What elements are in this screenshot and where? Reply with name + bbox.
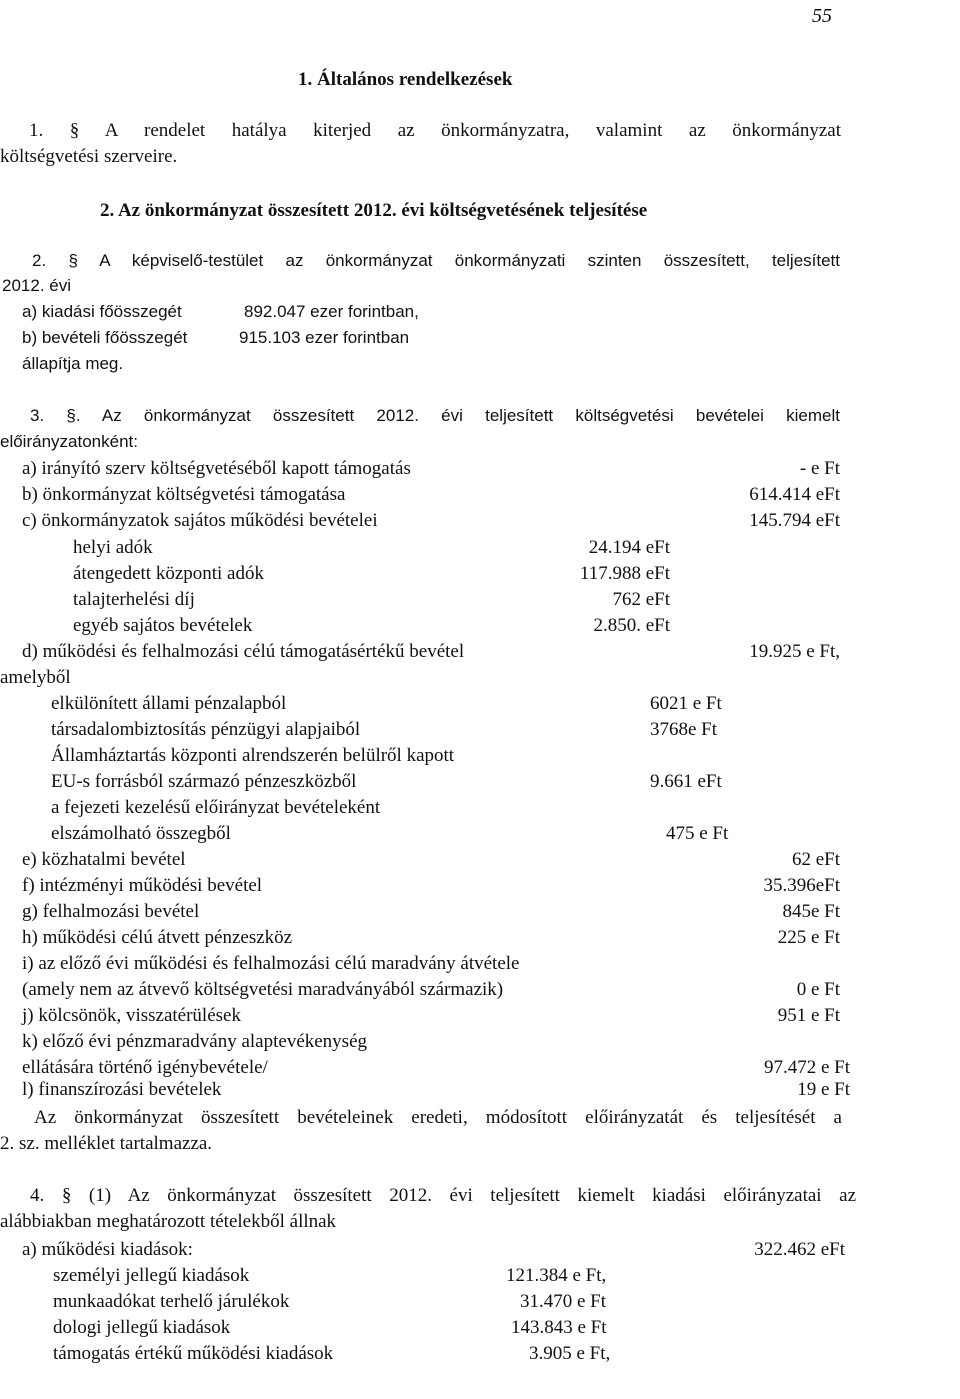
revenue-item-value: 62 eFt bbox=[791, 849, 840, 870]
revenue-item-label: e) közhatalmi bevétel bbox=[22, 849, 186, 870]
section-heading-budget: 2. Az önkormányzat összesített 2012. évi költségvetésének teljesítése bbox=[100, 200, 648, 221]
revenue-item-value: 19.925 e Ft, bbox=[749, 641, 840, 662]
paragraph-line: amelyből bbox=[0, 667, 71, 688]
revenue-item-label: h) működési célú átvett pénzeszköz bbox=[22, 927, 293, 948]
paragraph-line: költségvetési szerveire. bbox=[0, 146, 178, 167]
revenue-item-value: 19 e Ft bbox=[797, 1079, 850, 1100]
revenue-item-label: c) önkormányzatok sajátos működési bevételei bbox=[22, 510, 378, 531]
sub-item-label: EU-s forrásból származó pénzeszközből bbox=[51, 771, 357, 792]
section-heading-general: 1. Általános rendelkezések bbox=[298, 69, 513, 90]
paragraph-line: 4. § (1) Az önkormányzat összesített 2012. évi teljesített kiemelt kiadási előirányzatai az bbox=[30, 1185, 856, 1206]
paragraph-line: 1. § A rendelet hatálya kiterjed az önkormányzatra, valamint az önkormányzat bbox=[29, 120, 841, 141]
revenue-item-label: ellátására történő igénybevétele/ bbox=[22, 1057, 268, 1078]
sub-item-label: a fejezeti kezelésű előirányzat bevételeként bbox=[51, 797, 381, 818]
revenue-item-value: 35.396eFt bbox=[763, 875, 840, 896]
paragraph-line: előirányzatonként: bbox=[0, 432, 138, 451]
paragraph-line: állapítja meg. bbox=[22, 354, 124, 373]
sub-item-value: 6021 e Ft bbox=[650, 693, 722, 714]
revenue-item-label: (amely nem az átvevő költségvetési maradványából származik) bbox=[22, 979, 504, 1000]
sub-item-value: 9.661 eFt bbox=[650, 771, 722, 792]
sub-item-label: talajterhelési díj bbox=[73, 589, 195, 610]
sub-item-label: társadalombiztosítás pénzügyi alapjaiból bbox=[51, 719, 361, 740]
sub-item-label: dologi jellegű kiadások bbox=[53, 1317, 231, 1338]
revenue-item-label: d) működési és felhalmozási célú támogatásértékű bevétel bbox=[22, 641, 465, 662]
sub-item-value: 24.194 eFt bbox=[588, 537, 670, 558]
revenue-item-value: 951 e Ft bbox=[777, 1005, 840, 1026]
sub-item-value: 3768e Ft bbox=[650, 719, 718, 740]
sub-item-value: 762 eFt bbox=[612, 589, 670, 610]
sub-item-label: egyéb sajátos bevételek bbox=[73, 615, 253, 636]
sub-item-label: elkülönített állami pénzalapból bbox=[51, 693, 287, 714]
sub-item-label: személyi jellegű kiadások bbox=[53, 1265, 250, 1286]
revenue-item-value: 225 e Ft bbox=[777, 927, 840, 948]
revenue-item-value: 845e Ft bbox=[782, 901, 840, 922]
revenue-item-value: - e Ft bbox=[799, 458, 840, 479]
revenue-item-label: k) előző évi pénzmaradvány alaptevékenység bbox=[22, 1031, 368, 1052]
revenue-item-label: j) kölcsönök, visszatérülések bbox=[22, 1005, 241, 1026]
revenue-item-value: 145.794 eFt bbox=[749, 510, 840, 531]
paragraph-line: 2. § A képviselő-testület az önkormányzat önkormányzati szinten összesített, teljesített bbox=[32, 251, 840, 270]
paragraph-line: 2. sz. melléklet tartalmazza. bbox=[0, 1133, 213, 1154]
revenue-total-label: b) bevételi főösszegét bbox=[22, 328, 188, 347]
sub-item-label: munkaadókat terhelő járulékok bbox=[53, 1291, 290, 1312]
paragraph-line: Az önkormányzat összesített bevételeinek eredeti, módosított előirányzatát és teljesítését a bbox=[34, 1107, 842, 1128]
revenue-item-value: 614.414 eFt bbox=[749, 484, 840, 505]
revenue-item-label: b) önkormányzat költségvetési támogatása bbox=[22, 484, 346, 505]
sub-item-label: támogatás értékű működési kiadások bbox=[53, 1343, 334, 1364]
revenue-total-value: 915.103 ezer forintban bbox=[239, 328, 410, 347]
sub-item-label: helyi adók bbox=[73, 537, 153, 558]
sub-item-value: 475 e Ft bbox=[666, 823, 729, 844]
sub-item-value: 31.470 e Ft bbox=[520, 1291, 607, 1312]
sub-item-value: 2.850. eFt bbox=[593, 615, 670, 636]
revenue-item-label: f) intézményi működési bevétel bbox=[22, 875, 263, 896]
expense-item-label: a) működési kiadások: bbox=[22, 1239, 193, 1260]
paragraph-line: 2012. évi bbox=[2, 276, 71, 295]
paragraph-line: alábbiakban meghatározott tételekből állnak bbox=[0, 1211, 337, 1232]
expense-total-value: 892.047 ezer forintban, bbox=[244, 302, 419, 321]
revenue-item-value: 0 e Ft bbox=[796, 979, 840, 1000]
revenue-item-label: a) irányító szerv költségvetéséből kapott támogatás bbox=[22, 458, 411, 479]
sub-item-label: Államháztartás központi alrendszerén belülről kapott bbox=[51, 745, 455, 766]
expense-item-value: 322.462 eFt bbox=[754, 1239, 845, 1260]
page-number: 55 bbox=[812, 5, 832, 27]
sub-item-value: 117.988 eFt bbox=[579, 563, 670, 584]
paragraph-line: 3. §. Az önkormányzat összesített 2012. évi teljesített költségvetési bevételei kiemelt bbox=[30, 406, 840, 425]
sub-item-label: elszámolható összegből bbox=[51, 823, 231, 844]
revenue-item-label: g) felhalmozási bevétel bbox=[22, 901, 200, 922]
sub-item-value: 121.384 e Ft, bbox=[506, 1265, 607, 1286]
sub-item-label: átengedett központi adók bbox=[73, 563, 264, 584]
sub-item-value: 3.905 e Ft, bbox=[529, 1343, 611, 1364]
revenue-item-label: i) az előző évi működési és felhalmozási célú maradvány átvétele bbox=[22, 953, 520, 974]
revenue-item-label: l) finanszírozási bevételek bbox=[22, 1079, 222, 1100]
expense-total-label: a) kiadási főösszegét bbox=[22, 302, 182, 321]
sub-item-value: 143.843 e Ft bbox=[511, 1317, 607, 1338]
revenue-item-value: 97.472 e Ft bbox=[763, 1057, 850, 1078]
